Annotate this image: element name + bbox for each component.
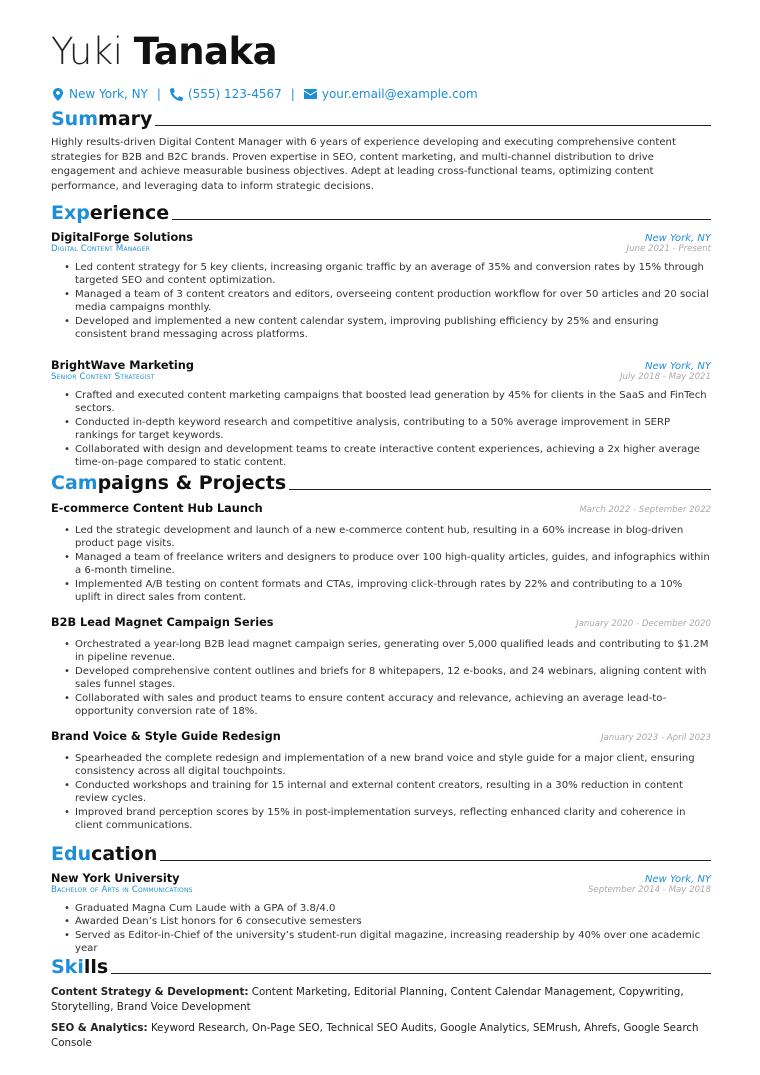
section-title <box>51 202 169 224</box>
phone-link[interactable]: (555) 123-4567 <box>187 87 282 101</box>
entry-dates: March 2022 - September 2022 <box>579 505 711 515</box>
skills-list <box>51 985 711 1050</box>
bullet-list <box>51 524 711 604</box>
company-name: DigitalForge Solutions <box>51 231 193 244</box>
project-title: B2B Lead Magnet Campaign Series <box>51 616 274 629</box>
section-title-rest: paigns & Projects <box>97 472 287 494</box>
map-marker-icon <box>51 87 65 101</box>
contact-line <box>51 86 478 102</box>
bullet-item: • Managed a team of freelance writers and designers to produce over 100 high-quality articles, guides, and infographics within a 6-month timeline. <box>75 551 711 578</box>
project-title: Brand Voice & Style Guide Redesign <box>51 730 281 743</box>
bullet-item: • Led content strategy for 5 key clients, increasing organic traffic by an average of 35% and conversion rates by 15% through targeted SEO and content optimization. <box>75 261 711 288</box>
separator: | <box>156 87 161 101</box>
section-rule <box>155 125 711 126</box>
bullet-item: • Served as Editor-in-Chief of the university’s student-run digital magazine, increasing readership by 40% over one academic year <box>75 929 711 956</box>
section-title <box>51 108 152 130</box>
entry-location: New York, NY <box>645 233 711 244</box>
bullet-list <box>51 902 711 956</box>
section-title-accent: Exp <box>51 202 90 224</box>
bullet-item: • Conducted workshops and training for 15 internal and external content creators, resulting in a 30% reduction in content review cycles. <box>75 779 711 806</box>
location-text: New York, NY <box>69 87 148 101</box>
degree-title: Bachelor of Arts in Communications <box>51 885 193 895</box>
bullet-item: • Crafted and executed content marketing campaigns that boosted lead generation by 45% for clients in the SaaS and FinTech sectors. <box>75 389 711 416</box>
project-title: E-commerce Content Hub Launch <box>51 502 263 515</box>
bullet-list <box>51 752 711 832</box>
bullet-item: • Developed comprehensive content outlines and briefs for 8 whitepapers, 12 e-books, and 24 webinars, aligning content with sales funnel stages. <box>75 665 711 692</box>
education-entry <box>51 872 711 956</box>
section-rule <box>289 489 711 490</box>
job-title: Senior Content Strategist <box>51 372 155 382</box>
section-title-rest: lls <box>83 956 109 978</box>
entry-dates: July 2018 - May 2021 <box>620 372 711 382</box>
entry-location: New York, NY <box>645 874 711 885</box>
experience-entry <box>51 231 711 341</box>
section-title-rest: cation <box>91 843 158 865</box>
section-header-education <box>51 843 711 865</box>
project-entry <box>51 502 711 604</box>
experience-entry <box>51 359 711 469</box>
bullet-item: • Developed and implemented a new content calendar system, improving publishing efficiency by 25% and ensuring consistent brand messaging across platforms. <box>75 315 711 342</box>
bullet-item: • Awarded Dean’s List honors for 6 consecutive semesters <box>75 915 711 928</box>
bullet-list <box>51 638 711 718</box>
entry-dates: June 2021 - Present <box>626 244 711 254</box>
bullet-item: • Improved brand perception scores by 15% in post-implementation surveys, reflecting enhanced clarity and coherence in client communications. <box>75 806 711 833</box>
last-name: Tanaka <box>133 30 278 73</box>
phone-icon <box>170 87 184 101</box>
school-name: New York University <box>51 872 180 885</box>
section-header-skills <box>51 956 711 978</box>
skill-group-label: SEO & Analytics: <box>51 1022 148 1035</box>
entry-location: New York, NY <box>645 361 711 372</box>
section-title-accent: Sum <box>51 108 99 130</box>
bullet-item: • Orchestrated a year-long B2B lead magnet campaign series, generating over 5,000 qualified leads and contributing to $1.2M in pipeline revenue. <box>75 638 711 665</box>
bullet-item: • Led the strategic development and launch of a new e-commerce content hub, resulting in a 60% increase in blog-driven product page visits. <box>75 524 711 551</box>
skill-group <box>51 985 711 1014</box>
bullet-item: • Spearheaded the complete redesign and implementation of a new brand voice and style guide for a major client, ensuring consistency across all digital touchpoints. <box>75 752 711 779</box>
section-title <box>51 843 157 865</box>
project-entry <box>51 616 711 718</box>
entry-dates: September 2014 - May 2018 <box>587 885 711 895</box>
skill-group-items: Keyword Research, On-Page SEO, Technical SEO Audits, Google Analytics, SEMrush, Ahrefs, Google Search Console <box>51 1022 699 1049</box>
bullet-list <box>51 261 711 341</box>
entry-dates: January 2020 - December 2020 <box>576 619 711 629</box>
company-name: BrightWave Marketing <box>51 359 194 372</box>
section-title-accent: Cam <box>51 472 98 494</box>
section-rule <box>160 860 711 861</box>
envelope-icon <box>304 87 318 101</box>
bullet-item: • Collaborated with sales and product teams to ensure content accuracy and relevance, achieving an average lead-to-opportunity conversion rate of 18%. <box>75 692 711 719</box>
bullet-item: • Managed a team of 3 content creators and editors, overseeing content production workflow for over 50 articles and 20 social media campaigns monthly. <box>75 288 711 315</box>
summary-text: Highly results-driven Digital Content Manager with 6 years of experience developing and executing comprehensive content strategies for B2B and B2C brands. Proven expertise in SEO, content marketing, and multi-channel distribution to drive engagement and achieve measurable business objectives. Adept at leading cross-functional teams, optimizing content performance, and leveraging data to inform strategic decisions. <box>51 137 676 192</box>
bullet-list <box>51 389 711 469</box>
section-title-rest: erience <box>89 202 170 224</box>
bullet-item: • Collaborated with design and development teams to create interactive content experiences, achieving a 2x higher average time-on-page compared to static content. <box>75 443 711 470</box>
section-title-accent: Ski <box>51 956 84 978</box>
entry-dates: January 2023 - April 2023 <box>601 733 711 743</box>
separator: | <box>290 87 295 101</box>
section-title <box>51 956 108 978</box>
skill-group-items: Content Marketing, Editorial Planning, Content Calendar Management, Copywriting, Storytelling, Brand Voice Development <box>51 986 684 1013</box>
job-title: Digital Content Manager <box>51 244 150 254</box>
candidate-name <box>51 30 277 74</box>
bullet-item: • Implemented A/B testing on content formats and CTAs, improving click-through rates by 22% and contributing to a 10% uplift in direct sales from content. <box>75 578 711 605</box>
section-header-campaigns <box>51 472 711 494</box>
project-entry <box>51 730 711 832</box>
skill-group-label: Content Strategy & Development: <box>51 986 249 998</box>
section-header-experience <box>51 202 711 224</box>
bullet-item: • Conducted in-depth keyword research and competitive analysis, contributing to a 50% average improvement in SERP rankings for target keywords. <box>75 416 711 443</box>
section-header-summary <box>51 108 711 130</box>
section-title-accent: Edu <box>51 843 92 865</box>
section-rule <box>172 219 711 220</box>
bullet-item: • Graduated Magna Cum Laude with a GPA of 3.8/4.0 <box>75 902 711 915</box>
email-link[interactable]: your.email@example.com <box>321 87 478 101</box>
first-name: Yuki <box>51 30 123 73</box>
section-title-rest: mary <box>98 108 153 130</box>
skill-group <box>51 1021 711 1050</box>
section-rule <box>111 973 711 974</box>
section-title <box>51 472 286 494</box>
